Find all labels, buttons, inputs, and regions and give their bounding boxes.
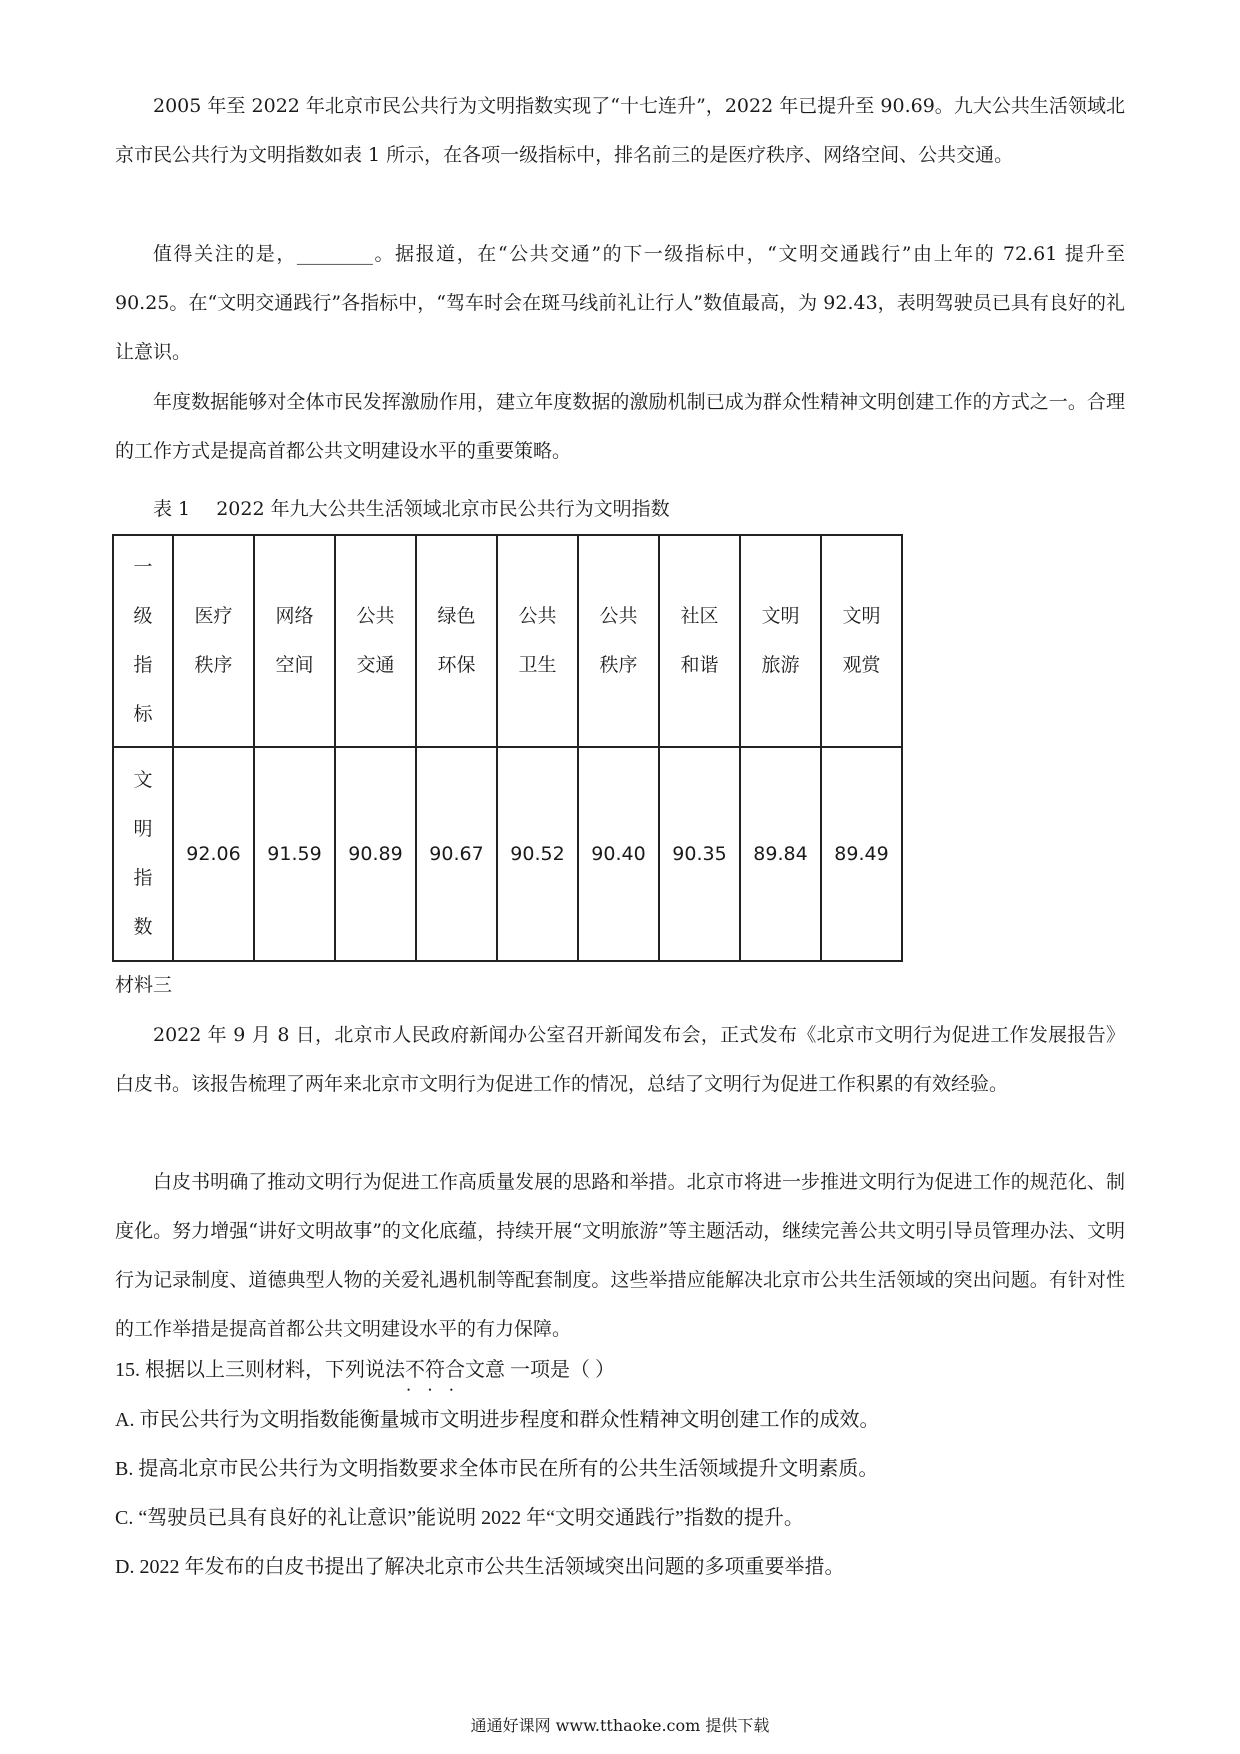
category-cell <box>416 535 497 747</box>
category-cell <box>497 535 578 747</box>
row-header-cell <box>113 747 173 961</box>
value-cell: 91.59 <box>254 747 335 961</box>
table-row-categories <box>113 535 902 747</box>
value-cell: 90.89 <box>335 747 416 961</box>
category-cell <box>335 535 416 747</box>
category-label: 绿色环保 <box>437 605 476 676</box>
option-d: D. 2022 年发布的白皮书提出了解决北京市公共生活领域突出问题的多项重要举措。 <box>115 1556 845 1578</box>
value-cell: 89.84 <box>740 747 821 961</box>
paragraph-notable: 值得关注的是，________。据报道，在“公共交通”的下一级指标中，“文明交通践行”由上年的 72.61 提升至 90.25。在“文明交通践行”各指标中，“驾车时会在斑马线前礼让行人”数值最高，为 92.43，表明驾驶员已具有良好的礼让意识。 <box>115 243 1125 363</box>
option-a: A. 市民公共行为文明指数能衡量城市文明进步程度和群众性精神文明创建工作的成效。 <box>115 1409 880 1431</box>
question-stem-start: 15. 根据以上三则材料，下列说法 <box>115 1359 405 1381</box>
question-stem <box>115 1355 1125 1385</box>
value-cell: 89.49 <box>821 747 902 961</box>
category-cell <box>578 535 659 747</box>
table-row-values <box>113 747 902 961</box>
category-label: 公共交通 <box>356 605 395 676</box>
page-footer: 通通好课网 www.tthaoke.com 提供下载 <box>470 1716 770 1735</box>
category-label: 文明旅游 <box>761 605 800 676</box>
option-b: B. 提高北京市民公共行为文明指数要求全体市民在所有的公共生活领域提升文明素质。 <box>115 1458 879 1480</box>
option-c: C. “驾驶员已具有良好的礼让意识”能说明 2022 年“文明交通践行”指数的提升。 <box>115 1507 804 1529</box>
paragraph-intro: 2005 年至 2022 年北京市民公共行为文明指数实现了“十七连升”，2022 年已提升至 90.69。九大公共生活领域北京市民公共行为文明指数如表 1 所示，在各项一级指标中，排名前三的是医疗秩序、网络空间、公共交通。 <box>115 95 1125 166</box>
category-label: 文明观赏 <box>842 605 881 676</box>
value-cell: 90.67 <box>416 747 497 961</box>
material-three-paragraph-2: 白皮书明确了推动文明行为促进工作高质量发展的思路和举措。北京市将进一步推进文明行为促进工作的规范化、制度化。努力增强“讲好文明故事”的文化底蕴，持续开展“文明旅游”等主题活动，继续完善公共文明引导员管理办法、文明行为记录制度、道德典型人物的关爱礼遇机制等配套制度。这些举措应能解决北京市公共生活领域的突出问题。有针对性的工作举措是提高首都公共文明建设水平的有力保障。 <box>115 1171 1125 1340</box>
row-header-cell <box>113 535 173 747</box>
question-stem-emphasis: 不符合 • • • <box>405 1359 465 1381</box>
category-cell <box>659 535 740 747</box>
category-label: 医疗秩序 <box>194 605 233 676</box>
value-cell: 90.40 <box>578 747 659 961</box>
civility-index-table <box>112 534 903 962</box>
material-three-paragraph-1: 2022 年 9 月 8 日，北京市人民政府新闻办公室召开新闻发布会，正式发布《北京市文明行为促进工作发展报告》白皮书。该报告梳理了两年来北京市文明行为促进工作的情况，总结了文明行为促进工作积累的有效经验。 <box>115 1024 1125 1095</box>
category-cell <box>173 535 254 747</box>
row-header-label: 文明指数 <box>133 769 153 938</box>
table-caption-label: 表 1 <box>153 498 191 520</box>
category-cell <box>740 535 821 747</box>
category-cell <box>821 535 902 747</box>
category-cell <box>254 535 335 747</box>
question-stem-end: 文意 一项是（ ） <box>465 1359 615 1381</box>
category-label: 公共卫生 <box>518 605 557 676</box>
category-label: 网络空间 <box>275 605 314 676</box>
row-header-label: 一级指标 <box>133 556 153 725</box>
value-cell: 90.52 <box>497 747 578 961</box>
value-cell: 92.06 <box>173 747 254 961</box>
paragraph-incentive: 年度数据能够对全体市民发挥激励作用，建立年度数据的激励机制已成为群众性精神文明创建工作的方式之一。合理的工作方式是提高首都公共文明建设水平的重要策略。 <box>115 391 1125 462</box>
category-label: 社区和谐 <box>680 605 719 676</box>
material-three-heading: 材料三 <box>115 974 173 996</box>
category-label: 公共秩序 <box>599 605 638 676</box>
table-caption <box>153 494 670 524</box>
table-caption-title: 2022 年九大公共生活领域北京市民公共行为文明指数 <box>216 498 670 520</box>
value-cell: 90.35 <box>659 747 740 961</box>
